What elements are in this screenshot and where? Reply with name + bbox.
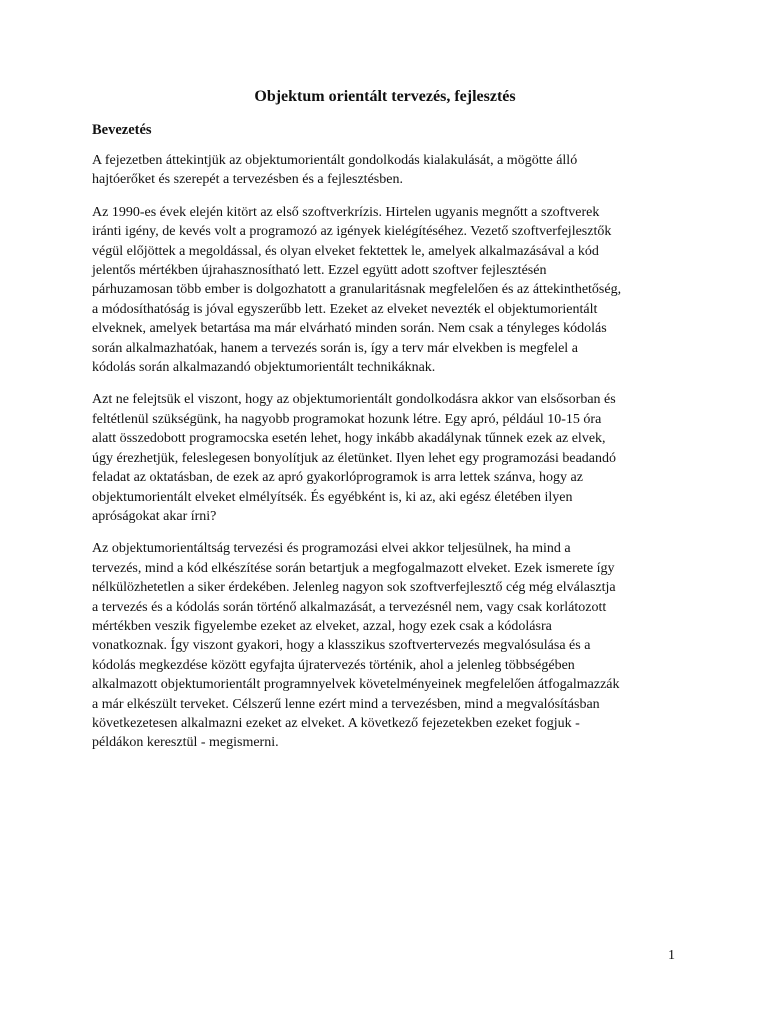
text-line: a tervezés és a kódolás során történő alkalmazását, a tervezésnél nem, vagy csak korlátozott [92,599,607,615]
text-line: A fejezetben áttekintjük az objektumorientált gondolkodás kialakulását, a mögötte álló [92,153,578,168]
text-line: hajtóerőket és szerepét a tervezésben és a fejlesztésben. [92,172,403,188]
text-line: iránti igény, de kevés volt a programozó az igények kielégítéséhez. Vezető szoftverfejlesztők [92,224,612,240]
text-line: alatt összedobott programocska esetén lehet, hogy inkább akadálynak tűnnek ezek az elvek, [92,431,606,447]
paragraph [92,539,682,752]
text-line: elveknek, amelyek betartása ma már elvárható minden során. Nem csak a tényleges kódolás [92,321,607,337]
text-line: nélkülözhetetlen a siker érdekében. Jelenleg nagyon sok szoftverfejlesztő cég még elválasztja [92,580,616,596]
text-line: következetesen alkalmazni ezeket az elveket. A következő fejezetekben ezeket fogjuk - [92,715,580,731]
text-line: Azt ne felejtsük el viszont, hogy az objektumorientált gondolkodásra akkor van elsősorban és [92,392,616,408]
text-line: példákon keresztül - megismerni. [92,735,279,751]
text-line: tervezés, mind a kód elkészítése során betartjuk a megfogalmazott elveket. Ezek ismerete így [92,560,615,576]
document-body [92,151,682,766]
paragraph [92,151,682,190]
text-line: vonatkoznak. Így viszont gyakori, hogy a klasszikus szoftvertervezés megvalósulása és a [92,638,591,654]
document-title: Objektum orientált tervezés, fejlesztés [254,88,516,105]
paragraph [92,390,682,526]
text-line: úgy érezhetjük, feleslegesen bonyolítjuk az életünket. Ilyen lehet egy programozási beadandó [92,450,617,466]
text-line: feltétlenül szükségünk, ha nagyobb programokat hozunk létre. Egy apró, például 10-15 óra [92,411,602,427]
text-line: Az objektumorientáltság tervezési és programozási elvei akkor teljesülnek, ha mind a [92,541,571,557]
text-line: párhuzamosan több ember is dolgozhatott a granularitásnak megfelelően és az áttekinthetőség, [92,282,622,298]
text-line: a már elkészült terveket. Célszerű lenne ezért mind a tervezésben, mind a megvalósításban [92,696,600,712]
text-line: objektumorientált elveket elmélyítsék. És egyébként is, ki az, aki egész életében ilyen [92,489,573,505]
page-number: 1 [668,948,675,963]
text-line: kódolás során alkalmazandó objektumorientált technikáknak. [92,360,436,376]
text-line: jelentős mértékben újrahasznosítható lett. Ezzel együtt adott szoftver fejlesztésén [92,263,547,279]
text-line: alkalmazott objektumorientált programnyelvek követelményeinek megfelelően átfogalmazzák [92,677,620,693]
text-line: mértékben veszik figyelembe ezeket az elveket, azzal, hogy ezek csak a kódolásra [92,618,552,634]
paragraph [92,203,682,378]
text-line: végül előjöttek a megoldással, és olyan elveket fektettek le, amelyek alkalmazásával a kód [92,243,599,259]
text-line: apróságokat akar írni? [92,508,217,524]
text-line: kódolás megkezdése között egyfajta újratervezés történik, ahol a jelenleg többségében [92,657,575,673]
text-line: a módosíthatóság is jóval egyszerűbb lett. Ezeket az elveket nevezték el objektumorientált [92,301,598,317]
text-line: feladat az oktatásban, de ezek az apró gyakorlóprogramok is arra lettek szánva, hogy az [92,470,583,486]
text-line: során alkalmazhatóak, hanem a tervezés során is, így a terv már elvekben is megfelel a [92,340,578,356]
section-heading: Bevezetés [92,122,152,138]
text-line: Az 1990-es évek elején kitört az első szoftverkrízis. Hirtelen ugyanis megnőtt a szoftverek [92,204,600,220]
